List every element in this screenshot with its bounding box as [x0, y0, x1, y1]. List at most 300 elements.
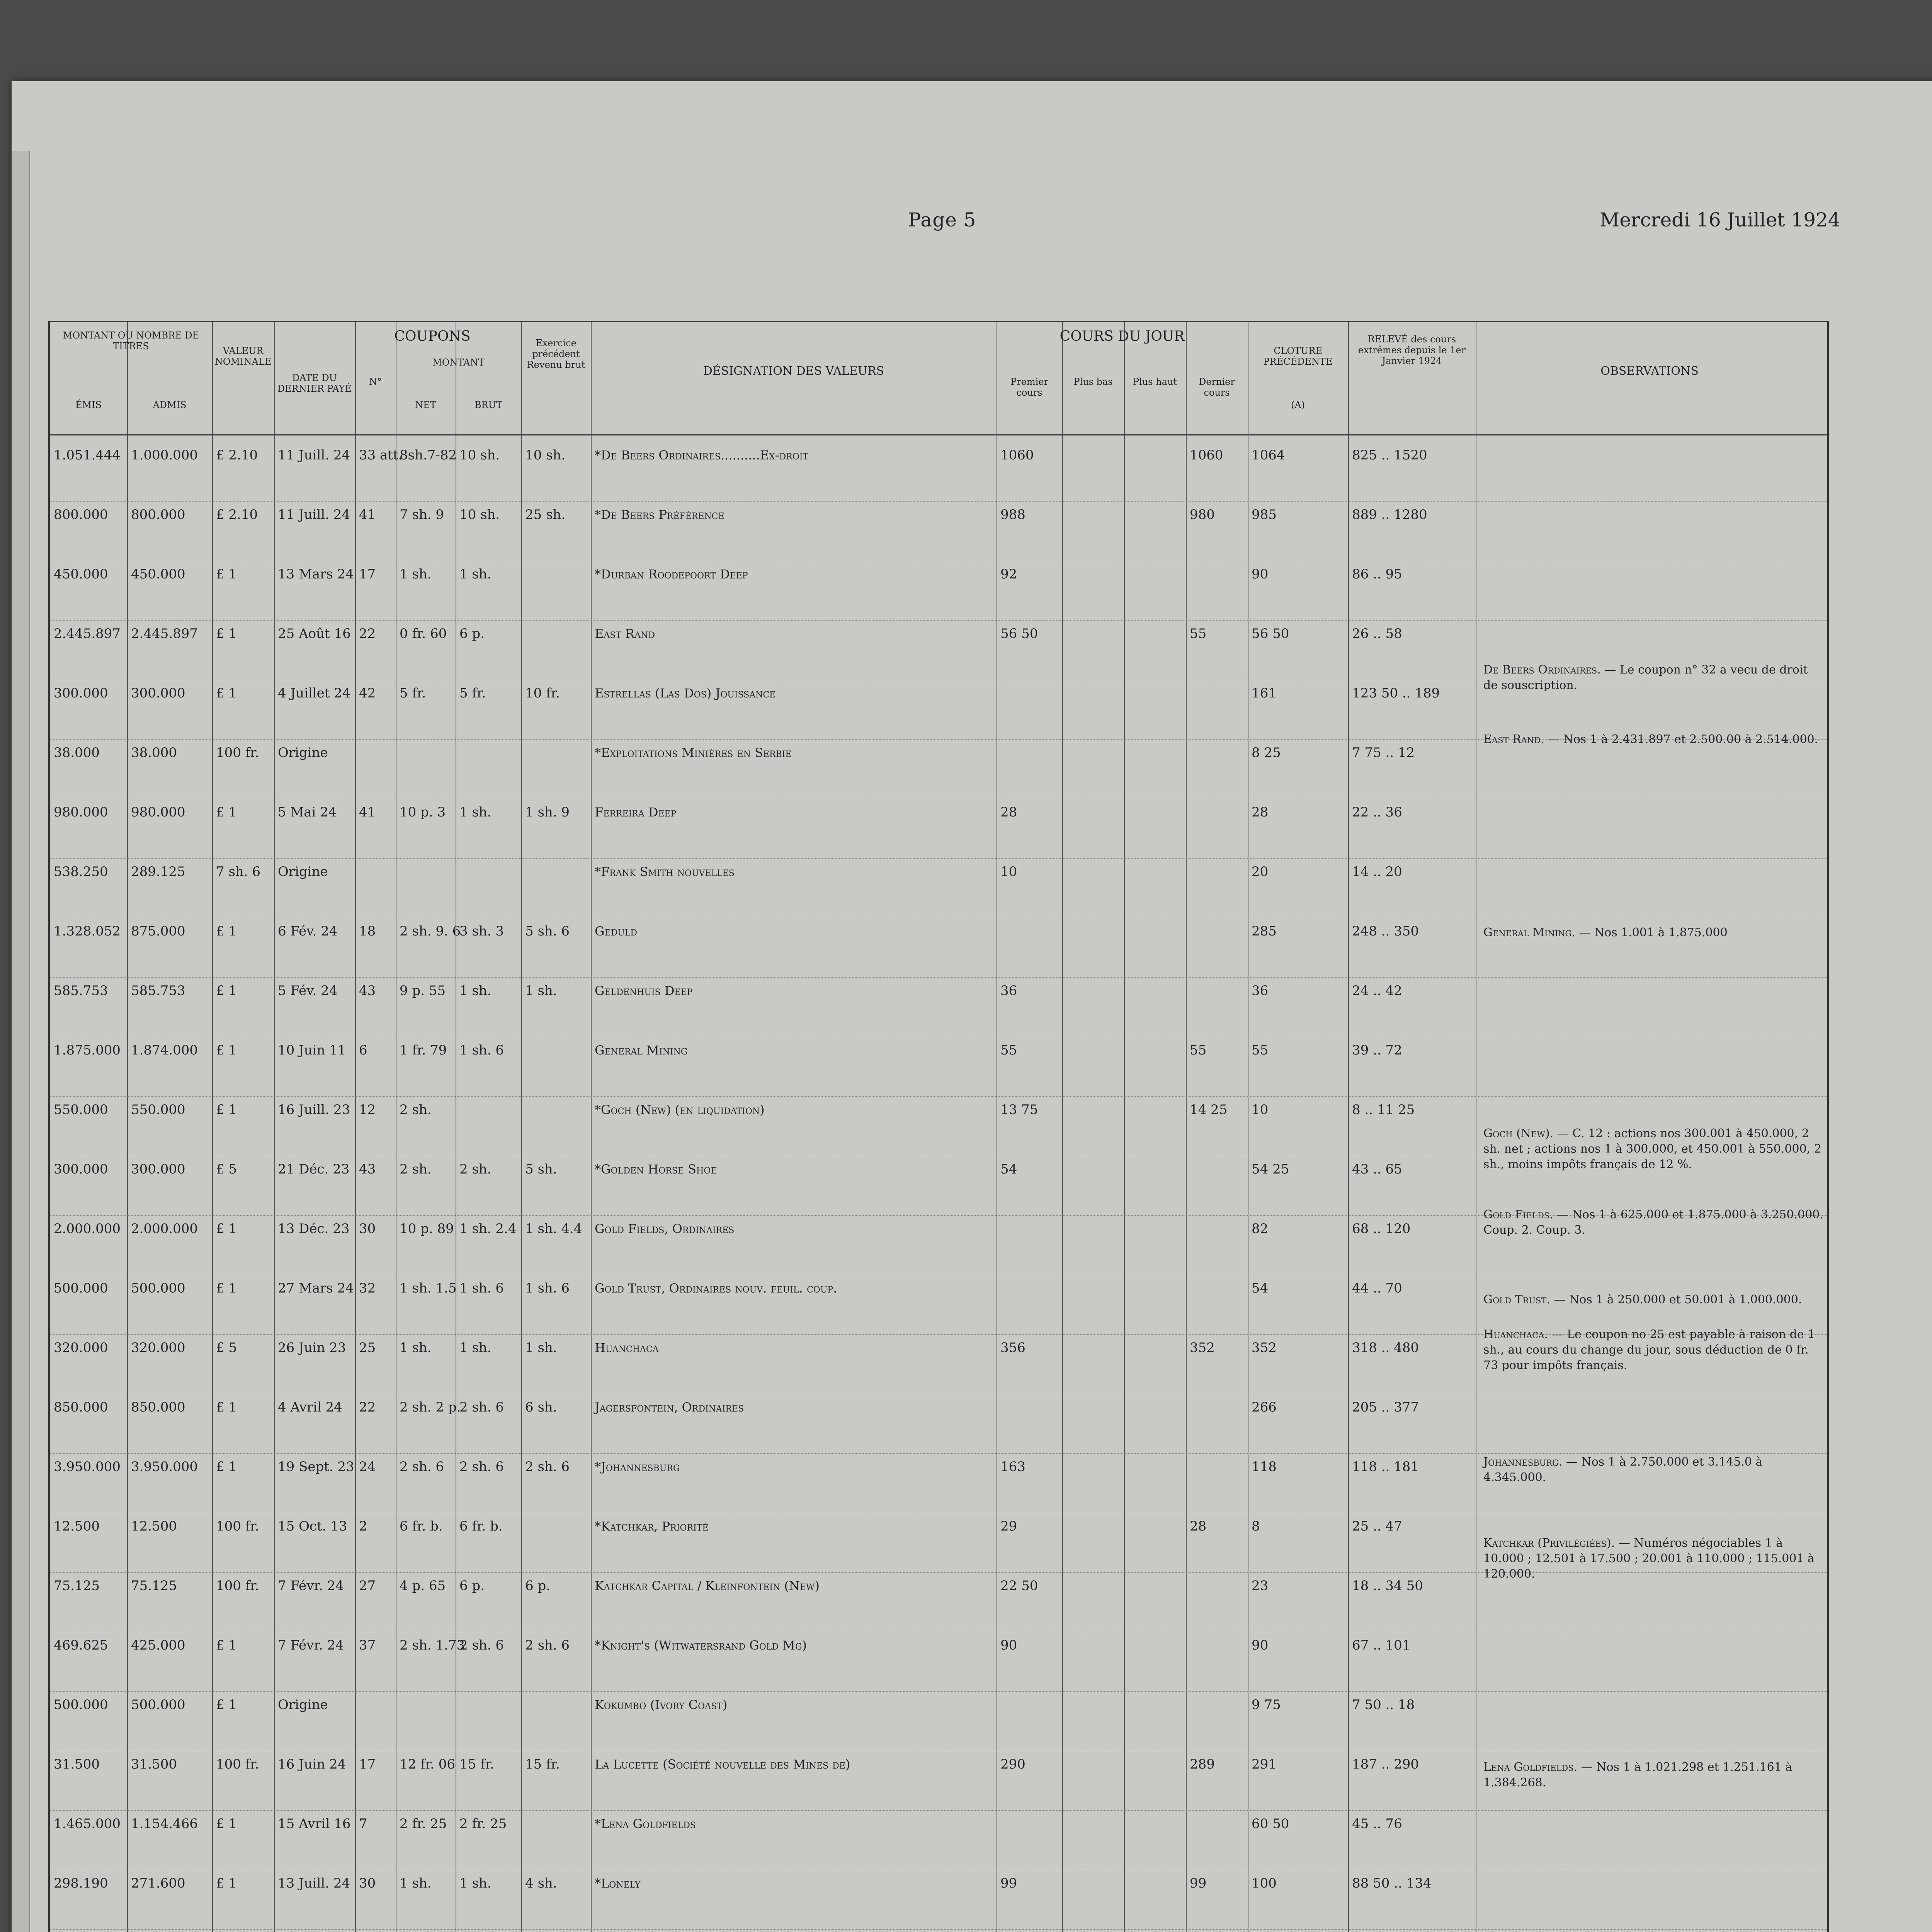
cloture-cell: 10 [1252, 1102, 1269, 1117]
admis-cell: 1.154.466 [131, 1816, 198, 1832]
cloture-cell: 161 [1252, 685, 1277, 701]
observation-title: Katchkar (Privilégiées). [1483, 1536, 1619, 1550]
releve-cell: 88 50 .. 134 [1352, 1876, 1432, 1891]
emis-cell: 300.000 [54, 1162, 108, 1177]
designation-cell: Jagersfontein, Ordinaires [595, 1400, 744, 1415]
admis-cell: 585.753 [131, 983, 185, 998]
revenu-cell: 1 sh. 4.4 [525, 1221, 582, 1236]
cloture-cell: 60 50 [1252, 1816, 1289, 1832]
dernier-cours-cell: 1060 [1190, 447, 1223, 463]
date-cell: Origine [278, 745, 328, 760]
releve-cell: 118 .. 181 [1352, 1459, 1419, 1475]
date-cell: 7 Févr. 24 [278, 1578, 344, 1594]
net-cell: 1 sh. [400, 1340, 432, 1355]
admis-cell: 550.000 [131, 1102, 185, 1117]
header-brut: BRUT [474, 400, 502, 410]
brut-cell: 6 p. [459, 1578, 485, 1594]
observation-title: Gold Trust. [1483, 1293, 1554, 1306]
admis-cell: 3.950.000 [131, 1459, 198, 1475]
valeur-cell: £ 1 [216, 1400, 237, 1415]
designation-cell: *Durban Roodepoort Deep [595, 567, 748, 582]
table-row [50, 978, 1827, 1037]
header-exercice: Exercice précédent Revenu brut [527, 338, 585, 370]
admis-cell: 500.000 [131, 1697, 185, 1713]
net-cell: 6 fr. b. [400, 1519, 443, 1534]
numero-cell: 43 [359, 1162, 376, 1177]
emis-cell: 298.190 [54, 1876, 108, 1891]
valeur-cell: £ 1 [216, 1697, 237, 1713]
cloture-cell: 285 [1252, 923, 1277, 939]
brut-cell: 2 fr. 25 [459, 1816, 507, 1832]
designation-cell: Katchkar Capital / Kleinfontein (New) [595, 1578, 820, 1593]
admis-cell: 425.000 [131, 1638, 185, 1653]
date-cell: 21 Déc. 23 [278, 1162, 350, 1177]
admis-cell: 800.000 [131, 507, 185, 522]
numero-cell: 22 [359, 1400, 376, 1415]
table-row [50, 799, 1827, 859]
premier-cours-cell: 356 [1000, 1340, 1026, 1355]
table-row [50, 561, 1827, 621]
net-cell: 10 p. 89 [400, 1221, 454, 1236]
admis-cell: 320.000 [131, 1340, 185, 1355]
admis-cell: 31.500 [131, 1757, 177, 1772]
observation-note [1483, 1292, 1823, 1308]
releve-cell: 45 .. 76 [1352, 1816, 1402, 1832]
dernier-cours-cell: 55 [1190, 1043, 1207, 1058]
header-emis: ÉMIS [75, 400, 102, 410]
date-cell: 11 Juill. 24 [278, 507, 350, 522]
admis-cell: 850.000 [131, 1400, 185, 1415]
releve-cell: 22 .. 36 [1352, 804, 1402, 820]
header-coupons: COUPONS [394, 328, 471, 344]
observation-text: — Nos 1 à 1.021.298 et 1.251.161 à 1.384.268. [1483, 1760, 1793, 1789]
brut-cell: 2 sh. 6 [459, 1459, 504, 1475]
cloture-cell: 82 [1252, 1221, 1269, 1236]
dernier-cours-cell: 352 [1190, 1340, 1215, 1355]
observation-title: De Beers Ordinaires. [1483, 663, 1605, 677]
revenu-cell: 1 sh. [525, 983, 557, 998]
releve-cell: 7 75 .. 12 [1352, 745, 1415, 760]
designation-cell: Geduld [595, 924, 638, 939]
header-montant-coupon: MONTANT [432, 357, 485, 368]
observation-note [1483, 925, 1823, 940]
numero-cell: 18 [359, 923, 376, 939]
brut-cell: 1 sh. 2.4 [459, 1221, 517, 1236]
brut-cell: 1 sh. [459, 566, 492, 582]
premier-cours-cell: 55 [1000, 1043, 1017, 1058]
numero-cell: 6 [359, 1043, 367, 1058]
emis-cell: 38.000 [54, 745, 100, 760]
header-plus-bas: Plus bas [1073, 376, 1113, 387]
designation-cell: Kokumbo (Ivory Coast) [595, 1697, 728, 1712]
cloture-cell: 55 [1252, 1043, 1269, 1058]
emis-cell: 500.000 [54, 1697, 108, 1713]
valeur-cell: £ 1 [216, 983, 237, 998]
revenu-cell: 1 sh. [525, 1340, 557, 1355]
table-row [50, 502, 1827, 561]
cloture-cell: 23 [1252, 1578, 1269, 1594]
header-cloture: CLOTURE PRÉCÉDENTE [1263, 345, 1333, 367]
designation-cell: Gold Trust, Ordinaires nouv. feuil. coup. [595, 1281, 837, 1296]
valeur-cell: £ 1 [216, 804, 237, 820]
valeur-cell: 100 fr. [216, 1757, 259, 1772]
premier-cours-cell: 90 [1000, 1638, 1017, 1653]
date-cell: 13 Déc. 23 [278, 1221, 350, 1236]
emis-cell: 320.000 [54, 1340, 108, 1355]
designation-cell: *Frank Smith nouvelles [595, 864, 735, 879]
date-cell: 5 Mai 24 [278, 804, 337, 820]
header-cours-jour: COURS DU JOUR [1060, 328, 1185, 344]
emis-cell: 538.250 [54, 864, 108, 879]
designation-cell: *Goch (New) (en liquidation) [595, 1102, 765, 1117]
date-cell: 26 Juin 23 [278, 1340, 346, 1355]
observation-text: — Nos 1.001 à 1.875.000 [1579, 926, 1728, 939]
numero-cell: 32 [359, 1281, 376, 1296]
date-cell: 25 Août 16 [278, 626, 351, 641]
net-cell: 1 fr. 79 [400, 1043, 447, 1058]
emis-cell: 1.465.000 [54, 1816, 121, 1832]
numero-cell: 17 [359, 1757, 376, 1772]
revenu-cell: 10 fr. [525, 685, 560, 701]
header-cloture-a: (A) [1291, 400, 1305, 410]
emis-cell: 12.500 [54, 1519, 100, 1534]
net-cell: 2 sh. 6 [400, 1459, 444, 1475]
brut-cell: 1 sh. 6 [459, 1281, 504, 1296]
table-row [50, 1632, 1827, 1692]
brut-cell: 5 fr. [459, 685, 486, 701]
designation-cell: *De Beers Préférence [595, 507, 724, 522]
releve-cell: 889 .. 1280 [1352, 507, 1427, 522]
valeur-cell: £ 1 [216, 1816, 237, 1832]
observation-text: — Nos 1 à 250.000 et 50.001 à 1.000.000. [1554, 1293, 1802, 1306]
brut-cell: 6 p. [459, 626, 485, 641]
valeur-cell: £ 1 [216, 1102, 237, 1117]
releve-cell: 24 .. 42 [1352, 983, 1402, 998]
date-cell: 16 Juin 24 [278, 1757, 346, 1772]
revenu-cell: 10 sh. [525, 447, 566, 463]
revenu-cell: 5 sh. [525, 1162, 557, 1177]
brut-cell: 2 sh. 6 [459, 1638, 504, 1653]
net-cell: 2 sh. 1.73 [400, 1638, 465, 1653]
net-cell: 5 fr. [400, 685, 426, 701]
table-row [50, 1692, 1827, 1751]
net-cell: 0 fr. 60 [400, 626, 447, 641]
premier-cours-cell: 54 [1000, 1162, 1017, 1177]
releve-cell: 205 .. 377 [1352, 1400, 1419, 1415]
releve-cell: 14 .. 20 [1352, 864, 1402, 879]
date-cell: 4 Avril 24 [278, 1400, 342, 1415]
valeur-cell: £ 2.10 [216, 447, 258, 463]
numero-cell: 7 [359, 1816, 367, 1832]
net-cell: 9 p. 55 [400, 983, 446, 998]
admis-cell: 500.000 [131, 1281, 185, 1296]
valeur-cell: £ 5 [216, 1162, 237, 1177]
table-row [50, 740, 1827, 799]
observation-text: — Nos 1 à 625.000 et 1.875.000 à 3.250.000. Coup. 2. Coup. 3. [1483, 1208, 1823, 1237]
date-cell: 13 Juill. 24 [278, 1876, 350, 1891]
net-cell: 2 sh. 9. 6 [400, 923, 461, 939]
emis-cell: 1.051.444 [54, 447, 121, 463]
designation-cell: Huanchaca [595, 1340, 659, 1355]
releve-cell: 123 50 .. 189 [1352, 685, 1440, 701]
releve-cell: 825 .. 1520 [1352, 447, 1427, 463]
releve-cell: 18 .. 34 50 [1352, 1578, 1423, 1594]
net-cell: 1 sh. 1.5 [400, 1281, 457, 1296]
emis-cell: 75.125 [54, 1578, 100, 1594]
designation-cell: Gold Fields, Ordinaires [595, 1221, 735, 1236]
net-cell: 1 sh. [400, 1876, 432, 1891]
releve-cell: 248 .. 350 [1352, 923, 1419, 939]
date-cell: 5 Fév. 24 [278, 983, 338, 998]
date-cell: 19 Sept. 23 [278, 1459, 354, 1475]
brut-cell: 1 sh. [459, 1340, 492, 1355]
premier-cours-cell: 28 [1000, 804, 1017, 820]
valeur-cell: £ 1 [216, 1459, 237, 1475]
net-cell: 1 sh. [400, 566, 432, 582]
net-cell: 12 fr. 06 [400, 1757, 456, 1772]
releve-cell: 318 .. 480 [1352, 1340, 1419, 1355]
header-releve: RELEVÉ des cours extrêmes depuis le 1er Janvier 1924 [1358, 334, 1466, 366]
numero-cell: 30 [359, 1876, 376, 1891]
cloture-cell: 352 [1252, 1340, 1277, 1355]
emis-cell: 2.000.000 [54, 1221, 121, 1236]
emis-cell: 450.000 [54, 566, 108, 582]
releve-cell: 7 50 .. 18 [1352, 1697, 1415, 1713]
valeur-cell: 100 fr. [216, 1578, 259, 1594]
admis-cell: 12.500 [131, 1519, 177, 1534]
emis-cell: 980.000 [54, 804, 108, 820]
newspaper-page [12, 81, 1932, 1932]
admis-cell: 300.000 [131, 1162, 185, 1177]
emis-cell: 550.000 [54, 1102, 108, 1117]
releve-cell: 44 .. 70 [1352, 1281, 1402, 1296]
observation-note [1483, 1760, 1823, 1791]
emis-cell: 850.000 [54, 1400, 108, 1415]
net-cell: 10 p. 3 [400, 804, 446, 820]
valeur-cell: £ 1 [216, 1043, 237, 1058]
header-dernier: Dernier cours [1199, 376, 1235, 398]
brut-cell: 2 sh. [459, 1162, 492, 1177]
observation-note [1483, 1126, 1823, 1172]
net-cell: 2 fr. 25 [400, 1816, 447, 1832]
admis-cell: 289.125 [131, 864, 185, 879]
observation-text: — Nos 1 à 2.750.000 et 3.145.0 à 4.345.000. [1483, 1455, 1763, 1484]
brut-cell: 10 sh. [459, 507, 500, 522]
numero-cell: 33 att. [359, 447, 403, 463]
revenu-cell: 25 sh. [525, 507, 566, 522]
date-cell: 4 Juillet 24 [278, 685, 351, 701]
releve-cell: 68 .. 120 [1352, 1221, 1411, 1236]
valeur-cell: £ 2.10 [216, 507, 258, 522]
admis-cell: 300.000 [131, 685, 185, 701]
valeur-cell: 100 fr. [216, 1519, 259, 1534]
emis-cell: 1.328.052 [54, 923, 121, 939]
designation-cell: Geldenhuis Deep [595, 983, 693, 998]
designation-cell: *Knight's (Witwatersrand Gold Mg) [595, 1638, 807, 1653]
revenu-cell: 1 sh. 9 [525, 804, 570, 820]
admis-cell: 980.000 [131, 804, 185, 820]
cloture-cell: 20 [1252, 864, 1269, 879]
observation-title: Gold Fields. [1483, 1208, 1557, 1221]
cloture-cell: 54 [1252, 1281, 1269, 1296]
premier-cours-cell: 163 [1000, 1459, 1026, 1475]
releve-cell: 43 .. 65 [1352, 1162, 1402, 1177]
designation-cell: *De Beers Ordinaires..........Ex-droit [595, 448, 809, 463]
valeur-cell: £ 1 [216, 626, 237, 641]
emis-cell: 585.753 [54, 983, 108, 998]
observation-note [1483, 1207, 1823, 1238]
emis-cell: 800.000 [54, 507, 108, 522]
brut-cell: 10 sh. [459, 447, 500, 463]
revenu-cell: 5 sh. 6 [525, 923, 570, 939]
dernier-cours-cell: 980 [1190, 507, 1215, 522]
releve-cell: 187 .. 290 [1352, 1757, 1419, 1772]
header-observations: OBSERVATIONS [1600, 364, 1699, 378]
valeur-cell: £ 5 [216, 1340, 237, 1355]
designation-cell: La Lucette (Société nouvelle des Mines de) [595, 1757, 850, 1772]
designation-cell: *Golden Horse Shoe [595, 1162, 717, 1177]
numero-cell: 22 [359, 626, 376, 641]
emis-cell: 2.445.897 [54, 626, 121, 641]
date-cell: 15 Avril 16 [278, 1816, 351, 1832]
valeur-cell: £ 1 [216, 1876, 237, 1891]
releve-cell: 86 .. 95 [1352, 566, 1402, 582]
header-montant: MONTANT OU NOMBRE DE TITRES [63, 330, 199, 352]
cloture-cell: 56 50 [1252, 626, 1289, 641]
brut-cell: 15 fr. [459, 1757, 494, 1772]
observation-text: — Nos 1 à 2.431.897 et 2.500.00 à 2.514.000. [1548, 733, 1818, 746]
observation-note [1483, 1536, 1823, 1582]
numero-cell: 17 [359, 566, 376, 582]
premier-cours-cell: 29 [1000, 1519, 1017, 1534]
designation-cell: Ferreira Deep [595, 805, 677, 820]
releve-cell: 8 .. 11 25 [1352, 1102, 1415, 1117]
cloture-cell: 54 25 [1252, 1162, 1289, 1177]
table-row [50, 1811, 1827, 1870]
table-row [50, 1870, 1827, 1930]
premier-cours-cell: 1060 [1000, 447, 1034, 463]
brut-cell: 2 sh. 6 [459, 1400, 504, 1415]
stock-table [48, 321, 1829, 1932]
admis-cell: 1.000.000 [131, 447, 198, 463]
premier-cours-cell: 13 75 [1000, 1102, 1038, 1117]
numero-cell: 37 [359, 1638, 376, 1653]
premier-cours-cell: 22 50 [1000, 1578, 1038, 1594]
dernier-cours-cell: 28 [1190, 1519, 1207, 1534]
date-cell: Origine [278, 1697, 328, 1713]
net-cell: 2 sh. [400, 1102, 432, 1117]
valeur-cell: 7 sh. 6 [216, 864, 261, 879]
admis-cell: 271.600 [131, 1876, 185, 1891]
revenu-cell: 6 sh. [525, 1400, 557, 1415]
numero-cell: 41 [359, 507, 376, 522]
cloture-cell: 9 75 [1252, 1697, 1281, 1713]
table-row [50, 859, 1827, 918]
admis-cell: 450.000 [131, 566, 185, 582]
observation-title: Lena Goldfields. [1483, 1760, 1581, 1774]
emis-cell: 3.950.000 [54, 1459, 121, 1475]
table-row [50, 442, 1827, 502]
admis-cell: 75.125 [131, 1578, 177, 1594]
page-date: Mercredi 16 Juillet 1924 [1600, 209, 1840, 231]
releve-cell: 26 .. 58 [1352, 626, 1402, 641]
date-cell: 11 Juill. 24 [278, 447, 350, 463]
dernier-cours-cell: 289 [1190, 1757, 1215, 1772]
observation-title: Johannesburg. [1483, 1455, 1566, 1469]
numero-cell: 2 [359, 1519, 367, 1534]
brut-cell: 1 sh. [459, 804, 492, 820]
valeur-cell: £ 1 [216, 923, 237, 939]
premier-cours-cell: 988 [1000, 507, 1026, 522]
net-cell: 4 p. 65 [400, 1578, 446, 1594]
designation-cell: General Mining [595, 1043, 688, 1058]
admis-cell: 2.445.897 [131, 626, 198, 641]
table-row [50, 1037, 1827, 1097]
cloture-cell: 36 [1252, 983, 1269, 998]
valeur-cell: £ 1 [216, 685, 237, 701]
premier-cours-cell: 92 [1000, 566, 1017, 582]
admis-cell: 38.000 [131, 745, 177, 760]
premier-cours-cell: 10 [1000, 864, 1017, 879]
date-cell: 27 Mars 24 [278, 1281, 354, 1296]
emis-cell: 31.500 [54, 1757, 100, 1772]
premier-cours-cell: 99 [1000, 1876, 1017, 1891]
numero-cell: 41 [359, 804, 376, 820]
designation-cell: *Lena Goldfields [595, 1816, 696, 1831]
date-cell: 7 Févr. 24 [278, 1638, 344, 1653]
numero-cell: 25 [359, 1340, 376, 1355]
date-cell: 15 Oct. 13 [278, 1519, 347, 1534]
emis-cell: 500.000 [54, 1281, 108, 1296]
brut-cell: 1 sh. 6 [459, 1043, 504, 1058]
header-net: NET [415, 400, 436, 410]
observation-note [1483, 732, 1823, 747]
dernier-cours-cell: 99 [1190, 1876, 1207, 1891]
observation-text: — Le coupon no 25 est payable à raison de 1 sh., au cours du change du jour, sous déduction de 0 fr. 73 pour impôts français. [1483, 1328, 1815, 1372]
cloture-cell: 1064 [1252, 447, 1285, 463]
date-cell: 16 Juill. 23 [278, 1102, 350, 1117]
header-valeur: VALEUR NOMINALE [214, 345, 272, 367]
releve-cell: 39 .. 72 [1352, 1043, 1402, 1058]
net-cell: 8sh.7-82 [400, 447, 457, 463]
releve-cell: 25 .. 47 [1352, 1519, 1402, 1534]
observation-note [1483, 1327, 1823, 1373]
table-row [50, 1394, 1827, 1454]
revenu-cell: 6 p. [525, 1578, 551, 1594]
net-cell: 7 sh. 9 [400, 507, 444, 522]
brut-cell: 1 sh. [459, 983, 492, 998]
cloture-cell: 90 [1252, 1638, 1269, 1653]
premier-cours-cell: 56 50 [1000, 626, 1038, 641]
cloture-cell: 90 [1252, 566, 1269, 582]
page-number: Page 5 [908, 209, 976, 231]
observation-title: Goch (New). [1483, 1127, 1557, 1140]
date-cell: 10 Juin 11 [278, 1043, 346, 1058]
brut-cell: 1 sh. [459, 1876, 492, 1891]
valeur-cell: £ 1 [216, 566, 237, 582]
premier-cours-cell: 36 [1000, 983, 1017, 998]
premier-cours-cell: 290 [1000, 1757, 1026, 1772]
observation-text: — Le coupon n° 32 a vecu de droit de souscription. [1483, 663, 1808, 692]
emis-cell: 1.875.000 [54, 1043, 121, 1058]
admis-cell: 2.000.000 [131, 1221, 198, 1236]
header-plus-haut: Plus haut [1133, 376, 1177, 387]
valeur-cell: £ 1 [216, 1221, 237, 1236]
dernier-cours-cell: 14 25 [1190, 1102, 1228, 1117]
observation-title: General Mining. [1483, 926, 1579, 939]
revenu-cell: 2 sh. 6 [525, 1459, 570, 1475]
valeur-cell: £ 1 [216, 1281, 237, 1296]
